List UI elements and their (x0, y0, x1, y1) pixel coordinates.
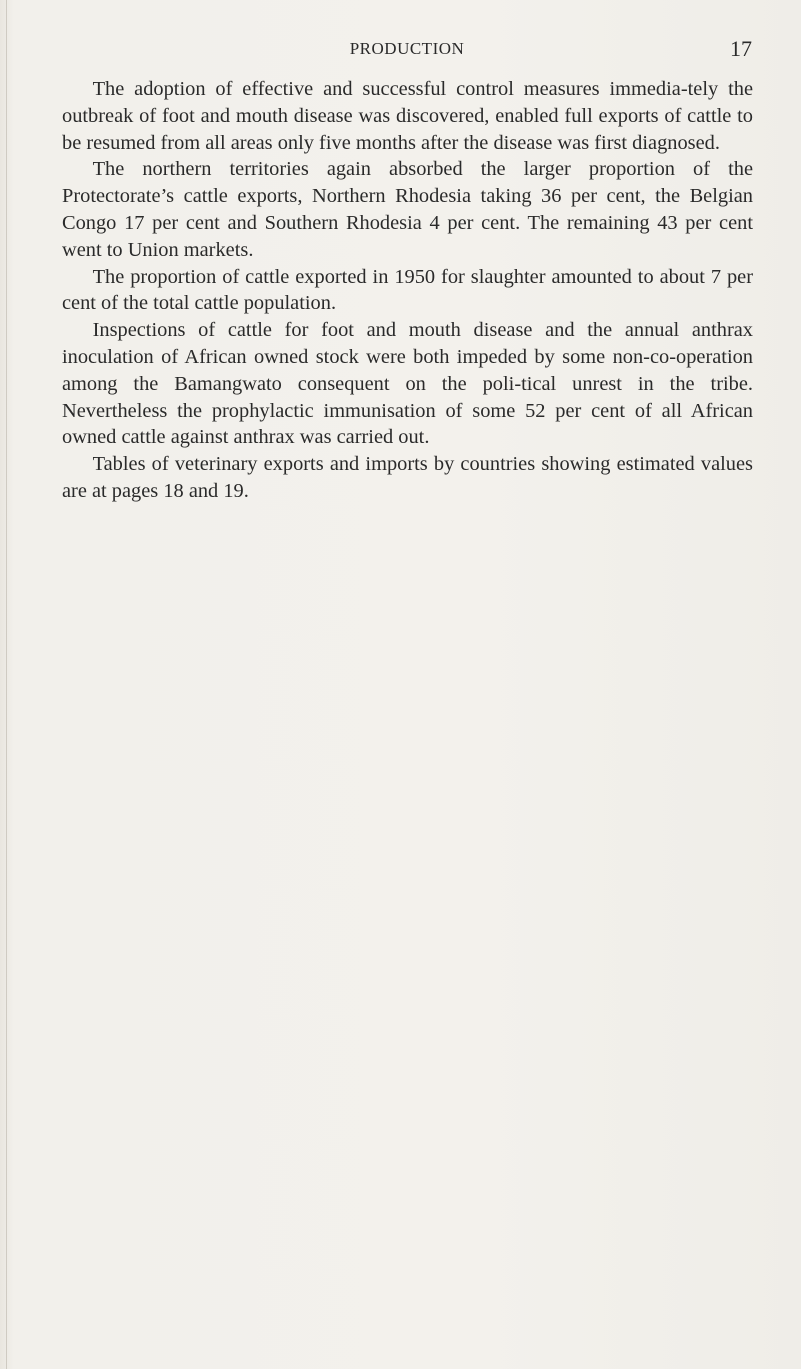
paragraph-cattle-exports: The northern territories again absorbed the larger proportion of the Protectorate’s cattle exports, Northern Rhodesia taking 36 per cent, the Belgian Congo 17 per cent and Southern Rhodesia 4 per cent. The remaining 43 per cent went to Union markets. (62, 158, 753, 261)
page-edge-line (6, 0, 7, 1369)
body-text (62, 76, 753, 505)
paragraph-control-measures: The adoption of effective and successful control measures immedia-tely the outbreak of foot and mouth disease was discovered, enabled full exports of cattle to be resumed from all areas only five months after the disease was first diagnosed. (62, 78, 753, 154)
paragraph-inspections: Inspections of cattle for foot and mouth disease and the annual anthrax inoculation of African owned stock were both impeded by some non-co-operation among the Bamangwato consequent on the poli-tical unrest in the tribe. Nevertheless the prophylactic immunisation of some 52 per cent of all African owned cattle against anthrax was carried out. (62, 319, 753, 449)
paragraph-tables-reference: Tables of veterinary exports and imports by countries showing estimated values are at pages 18 and 19. (62, 453, 753, 502)
paragraph-slaughter-proportion: The proportion of cattle exported in 1950 for slaughter amounted to about 7 per cent of the total cattle population. (62, 265, 753, 315)
running-header (62, 36, 752, 62)
running-title: PRODUCTION (349, 39, 465, 58)
page-number: 17 (730, 36, 752, 61)
